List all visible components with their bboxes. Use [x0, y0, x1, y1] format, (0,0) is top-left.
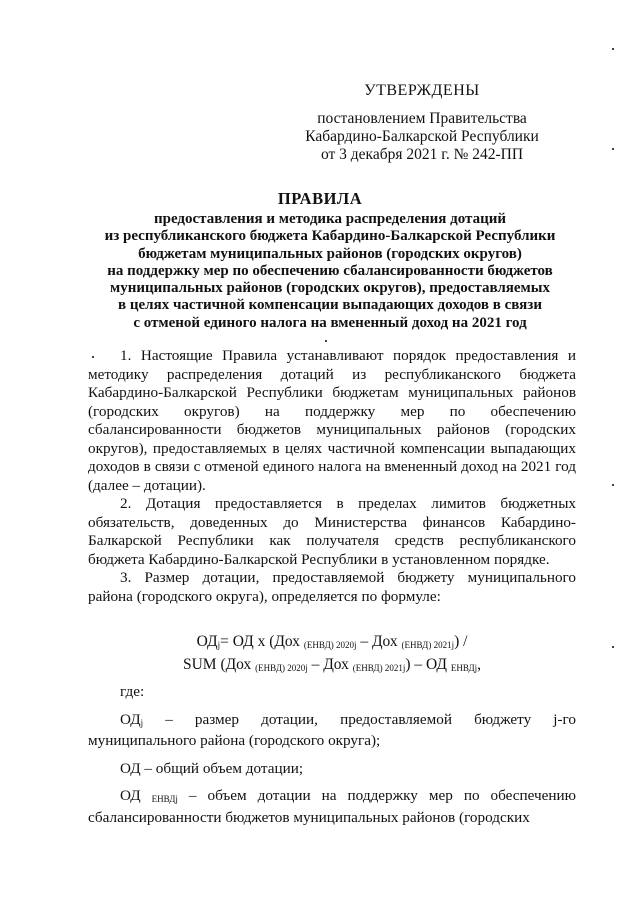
- approval-block: [292, 82, 552, 164]
- scan-speck: [92, 356, 94, 358]
- subtitle-line: на поддержку мер по обеспечению сбалансированности бюджетов: [107, 262, 553, 279]
- formula-term: ) – ОД: [405, 656, 447, 673]
- formula-term: = ОД х (Дох: [220, 633, 301, 650]
- subtitle-line: из республиканского бюджета Кабардино-Балкарской Республики: [104, 228, 556, 245]
- paragraph-1: 1. Настоящие Правила устанавливают порядок предоставления и методику распределения дотаций из республиканского бюджета Кабардино-Балкарской Республики бюджетам муниципальных районов (городских округов) на поддержку мер по обеспечению сбалансированности бюджетов муниципальных районов (городских округов), предоставляемых в целях частичной компенсации выпадающих доходов в связи с отменой единого налога на вмененный доход на 2021 год (далее – дотации).: [88, 347, 576, 494]
- definition-od: ОД – общий объем дотации;: [120, 759, 304, 777]
- definitions: [88, 683, 576, 827]
- definition-subscript: ЕНВДj: [151, 794, 178, 804]
- approval-line-2: Кабардино-Балкарской Республики: [305, 128, 539, 145]
- scan-speck: [325, 340, 327, 342]
- formula-subscript: (ЕНВД) 2020j: [255, 663, 308, 673]
- formula-line-1: [88, 632, 576, 655]
- formula-subscript: (ЕНВД) 2021j: [401, 640, 455, 650]
- formula-term: – Дох: [356, 633, 398, 650]
- scan-speck: [612, 484, 614, 486]
- formula-subscript: (ЕНВД) 2021j: [352, 663, 406, 673]
- paragraph-3: 3. Размер дотации, предоставляемой бюджету муниципального района (городского округа), определяется по формуле:: [88, 569, 576, 605]
- approval-line-1: постановлением Правительства: [317, 110, 527, 127]
- definition-od-envd: [88, 787, 576, 827]
- document-title: ПРАВИЛА: [277, 189, 363, 208]
- definition-text: – размер дотации, предоставляемой бюджету j-го муниципального района (городского округа);: [88, 710, 576, 749]
- scan-speck: [612, 48, 614, 50]
- definition-od-j: [88, 711, 576, 751]
- definition-symbol: ОД: [120, 787, 152, 804]
- subtitle-line: с отменой единого налога на вмененный доход на 2021 год: [133, 314, 527, 331]
- scan-speck: [612, 148, 614, 150]
- formula-term: ) /: [454, 633, 468, 650]
- formula-subscript: j: [217, 640, 221, 650]
- formula-term: SUM (Дох: [182, 656, 252, 673]
- definition-text: – объем дотации на поддержку мер по обеспечению сбалансированности бюджетов муниципальных районов (городских: [88, 787, 576, 826]
- subtitle-line: предоставления и методика распределения дотаций: [153, 211, 507, 227]
- approval-line-3: от 3 декабря 2021 г. № 242-ПП: [320, 146, 524, 163]
- subtitle-line: в целях частичной компенсации выпадающих доходов в связи: [118, 297, 542, 314]
- formula-term: ОД: [196, 633, 218, 650]
- scan-speck: [612, 646, 614, 648]
- where-label: где:: [120, 683, 145, 700]
- paragraph-2: 2. Дотация предоставляется в пределах лимитов бюджетных обязательств, доведенных до Министерства финансов Кабардино-Балкарской Республики как получателя средств республиканского бюджета Кабардино-Балкарской Республики в установленном порядке.: [88, 495, 576, 568]
- formula-line-2: [88, 655, 576, 678]
- formula-term: ,: [477, 656, 482, 673]
- formula-term: – Дох: [307, 656, 349, 673]
- formula-subscript: ЕНВДj: [450, 663, 478, 673]
- distribution-formula: [88, 632, 576, 678]
- subtitle-line: бюджетам муниципальных районов (городских округов): [138, 245, 522, 262]
- definition-subscript: j: [140, 717, 144, 728]
- document-subtitle: [80, 211, 580, 332]
- approval-heading: УТВЕРЖДЕНЫ: [364, 82, 480, 99]
- formula-subscript: (ЕНВД) 2020j: [303, 640, 357, 650]
- body-text: [88, 347, 576, 606]
- subtitle-line: муниципальных районов (городских округов), предоставляемых: [110, 280, 550, 297]
- definition-symbol: ОД: [120, 710, 141, 728]
